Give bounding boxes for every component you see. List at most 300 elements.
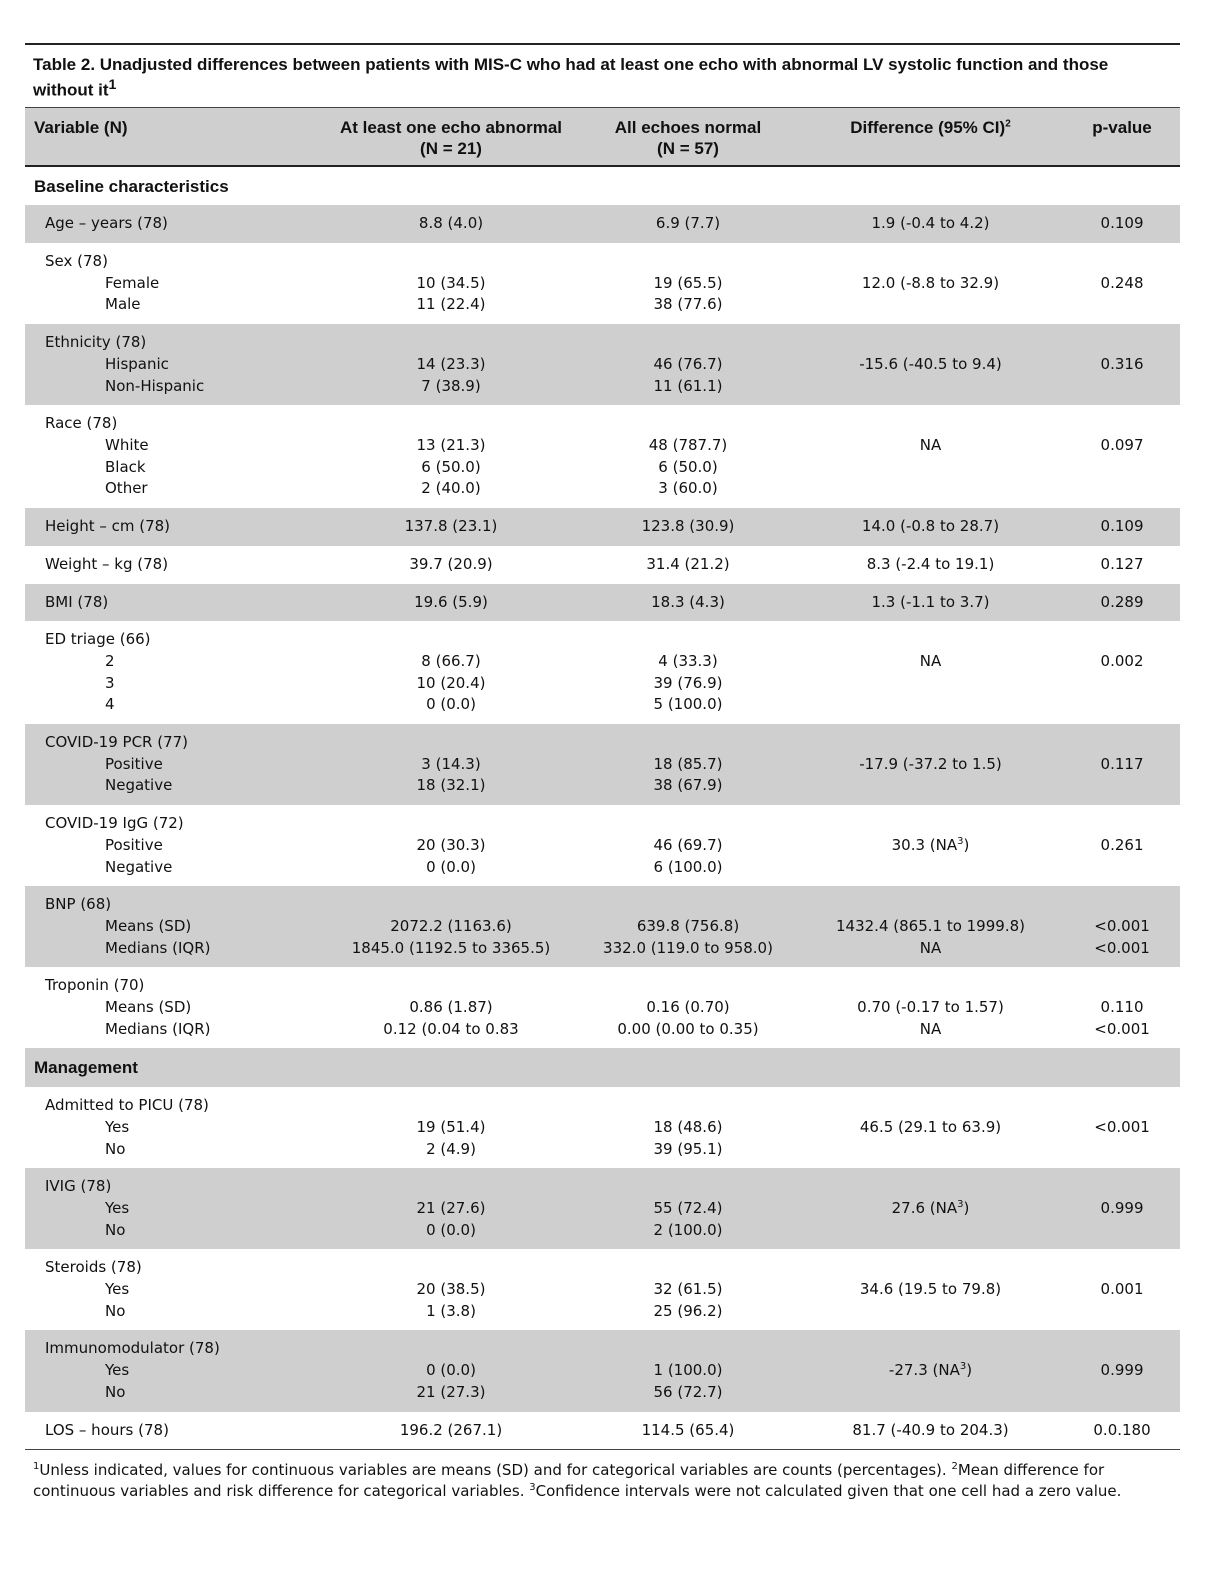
spacer [803, 251, 1058, 273]
variable-cell [25, 405, 323, 508]
difference-value [803, 1198, 1058, 1220]
pvalue-value: 0.127 [1100, 554, 1144, 573]
section-label: Baseline characteristics [34, 176, 229, 196]
spacer [329, 1338, 573, 1360]
pvalue-cell [1064, 621, 1180, 724]
variable-label: BMI (78) [45, 592, 109, 611]
difference-cell [797, 405, 1064, 508]
normal-value: 123.8 (30.9) [641, 517, 735, 536]
spacer [585, 1257, 791, 1279]
abnormal-value: 1 (3.8) [426, 1301, 476, 1320]
spacer [585, 413, 791, 435]
pvalue-cell [1064, 508, 1180, 546]
abnormal-value: 10 (20.4) [416, 673, 486, 692]
header-difference: Difference (95% CI)$^2$ [850, 117, 1011, 137]
sub-label: Negative [105, 857, 173, 876]
pvalue-cell [1064, 1168, 1180, 1249]
normal-cell [579, 1087, 797, 1168]
spacer [585, 332, 791, 354]
abnormal-cell [323, 205, 579, 243]
sub-label: Black [105, 457, 146, 476]
spacer [803, 813, 1058, 835]
footnote-mark: 3 [957, 1198, 964, 1210]
normal-value: 48 (787.7) [648, 435, 728, 454]
footnotes [25, 1450, 1180, 1512]
pvalue-cell [1064, 1330, 1180, 1411]
spacer [1070, 975, 1174, 997]
caption-text: Table 2. Unadjusted differences between patients with MIS-C who had at least one echo with abnormal LV systolic function and those without it [33, 55, 1109, 100]
difference-value [803, 835, 1058, 857]
spacer [329, 732, 573, 754]
difference-text: 30.3 (NA [891, 835, 958, 854]
spacer [329, 251, 573, 273]
table-row [25, 405, 1180, 508]
abnormal-value: 3 (14.3) [421, 754, 481, 773]
difference-value [803, 1117, 1058, 1139]
variable-label: Sex (78) [45, 252, 108, 271]
difference-tail: ) [966, 1361, 973, 1380]
spacer [329, 629, 573, 651]
abnormal-value: 2072.2 (1163.6) [390, 916, 512, 935]
difference-text: -15.6 (-40.5 to 9.4) [859, 354, 1002, 373]
spacer [585, 813, 791, 835]
pvalue-value: <0.001 [1094, 938, 1150, 957]
normal-cell [579, 805, 797, 886]
abnormal-cell [323, 967, 579, 1048]
table-caption [25, 45, 1180, 107]
normal-value: 31.4 (21.2) [646, 554, 730, 573]
normal-value: 46 (76.7) [653, 354, 723, 373]
normal-value: 18.3 (4.3) [651, 592, 725, 611]
footnote-mark: 3 [959, 1361, 967, 1373]
difference-text: 46.5 (29.1 to 63.9) [859, 1117, 1002, 1136]
abnormal-cell [323, 621, 579, 724]
normal-cell [579, 1412, 797, 1450]
spacer [803, 629, 1058, 651]
normal-value: 39 (76.9) [653, 673, 723, 692]
pvalue-value: 0.0.180 [1093, 1420, 1151, 1439]
table-row [25, 724, 1180, 805]
abnormal-value: 14 (23.3) [416, 354, 486, 373]
abnormal-value: 2 (4.9) [426, 1139, 476, 1158]
variable-label: COVID-19 PCR (77) [45, 733, 189, 752]
difference-cell [797, 805, 1064, 886]
normal-cell [579, 584, 797, 622]
difference-cell [797, 886, 1064, 967]
difference-value [803, 354, 1058, 376]
variable-cell [25, 967, 323, 1048]
spacer [803, 1257, 1058, 1279]
sub-label: Yes [105, 1198, 130, 1217]
spacer [803, 332, 1058, 354]
spacer [1070, 1176, 1174, 1198]
normal-value: 38 (67.9) [653, 776, 723, 795]
pvalue-value: <0.001 [1094, 916, 1150, 935]
abnormal-cell [323, 1412, 579, 1450]
table-row [25, 324, 1180, 405]
normal-value: 0.16 (0.70) [646, 998, 730, 1017]
normal-value: 5 (100.0) [653, 695, 723, 714]
difference-value: NA [919, 1019, 942, 1038]
section-label: Management [34, 1058, 138, 1078]
spacer [803, 1338, 1058, 1360]
footnote-text: Unless indicated, values for continuous variables are means (SD) and for categorical variables are counts (percentages). [39, 1461, 947, 1480]
variable-cell [25, 1412, 323, 1450]
sub-label: Non-Hispanic [105, 376, 205, 395]
normal-value: 0.00 (0.00 to 0.35) [617, 1019, 759, 1038]
pvalue-value: 0.289 [1100, 592, 1144, 611]
difference-value [803, 1279, 1058, 1301]
difference-cell [797, 546, 1064, 584]
variable-label: ED triage (66) [45, 630, 151, 649]
difference-value: 14.0 (-0.8 to 28.7) [861, 517, 1000, 536]
abnormal-value: 11 (22.4) [416, 295, 486, 314]
variable-cell [25, 584, 323, 622]
abnormal-value: 6 (50.0) [421, 457, 481, 476]
variable-label: Admitted to PICU (78) [45, 1096, 209, 1115]
normal-cell [579, 243, 797, 324]
abnormal-value: 8.8 (4.0) [418, 214, 484, 233]
variable-label: Weight – kg (78) [45, 554, 169, 573]
normal-cell [579, 508, 797, 546]
normal-value: 114.5 (65.4) [641, 1420, 735, 1439]
table-row [25, 886, 1180, 967]
abnormal-value: 21 (27.6) [416, 1198, 486, 1217]
sub-label: Medians (IQR) [105, 1019, 211, 1038]
section-row [25, 1048, 1180, 1087]
normal-value: 18 (85.7) [653, 754, 723, 773]
table-row [25, 1330, 1180, 1411]
difference-value: 81.7 (-40.9 to 204.3) [852, 1420, 1009, 1439]
abnormal-value: 2 (40.0) [421, 479, 481, 498]
header-variable: Variable (N) [34, 117, 128, 137]
difference-text: -27.3 (NA [888, 1361, 960, 1380]
difference-cell [797, 621, 1064, 724]
normal-value: 332.0 (119.0 to 958.0) [603, 938, 773, 957]
normal-value: 46 (69.7) [653, 835, 723, 854]
difference-cell [797, 967, 1064, 1048]
abnormal-value: 20 (30.3) [416, 835, 486, 854]
abnormal-cell [323, 805, 579, 886]
variable-label: LOS – hours (78) [45, 1420, 169, 1439]
abnormal-value: 10 (34.5) [416, 273, 486, 292]
sub-label: White [105, 435, 149, 454]
variable-cell [25, 805, 323, 886]
pvalue-value: <0.001 [1094, 1019, 1150, 1038]
difference-value: 1.9 (-0.4 to 4.2) [871, 214, 990, 233]
table-row [25, 621, 1180, 724]
sub-label: 3 [105, 673, 115, 692]
pvalue-value: 0.316 [1100, 354, 1144, 373]
abnormal-cell [323, 1087, 579, 1168]
normal-value: 2 (100.0) [653, 1220, 723, 1239]
pvalue-value: 0.248 [1100, 273, 1144, 292]
spacer [803, 975, 1058, 997]
sub-label: Female [105, 273, 160, 292]
spacer [803, 1176, 1058, 1198]
difference-cell [797, 508, 1064, 546]
abnormal-value: 39.7 (20.9) [409, 554, 493, 573]
difference-value [803, 754, 1058, 776]
difference-value [803, 273, 1058, 295]
pvalue-cell [1064, 1087, 1180, 1168]
variable-label: BNP (68) [45, 895, 112, 914]
normal-value: 38 (77.6) [653, 295, 723, 314]
variable-cell [25, 724, 323, 805]
sub-label: 4 [105, 695, 115, 714]
sub-label: Positive [105, 835, 163, 854]
pvalue-value: 0.999 [1100, 1198, 1144, 1217]
variable-label: IVIG (78) [45, 1177, 112, 1196]
abnormal-cell [323, 405, 579, 508]
table-row [25, 205, 1180, 243]
difference-cell [797, 205, 1064, 243]
spacer [1070, 332, 1174, 354]
variable-cell [25, 324, 323, 405]
difference-cell [797, 724, 1064, 805]
footnote-text: Confidence intervals were not calculated given that one cell had a zero value. [535, 1482, 1122, 1501]
normal-cell [579, 621, 797, 724]
spacer [1070, 251, 1174, 273]
pvalue-value: 0.117 [1100, 754, 1144, 773]
spacer [1070, 894, 1174, 916]
sub-label: No [105, 1382, 126, 1401]
pvalue-cell [1064, 805, 1180, 886]
normal-value: 55 (72.4) [653, 1198, 723, 1217]
spacer [585, 1095, 791, 1117]
spacer [329, 975, 573, 997]
table-row [25, 508, 1180, 546]
variable-cell [25, 205, 323, 243]
spacer [329, 1257, 573, 1279]
spacer [329, 332, 573, 354]
abnormal-cell [323, 1249, 579, 1330]
spacer [803, 732, 1058, 754]
sub-label: Yes [105, 1280, 130, 1299]
pvalue-cell [1064, 243, 1180, 324]
footnote-mark: 3 [957, 835, 964, 847]
normal-value: 6 (50.0) [658, 457, 718, 476]
spacer [585, 629, 791, 651]
abnormal-cell [323, 1330, 579, 1411]
spacer [585, 1338, 791, 1360]
sub-label: Other [105, 479, 148, 498]
pvalue-cell [1064, 886, 1180, 967]
table-body [25, 167, 1180, 1450]
normal-value: 639.8 (756.8) [636, 916, 740, 935]
spacer [329, 1176, 573, 1198]
abnormal-cell [323, 508, 579, 546]
normal-value: 19 (65.5) [653, 273, 723, 292]
difference-value [803, 651, 1058, 673]
pvalue-value: 0.110 [1100, 998, 1144, 1017]
normal-cell [579, 1330, 797, 1411]
abnormal-value: 137.8 (23.1) [404, 517, 498, 536]
abnormal-value: 19.6 (5.9) [414, 592, 488, 611]
spacer [1070, 629, 1174, 651]
spacer [803, 894, 1058, 916]
normal-value: 6.9 (7.7) [655, 214, 721, 233]
pvalue-value: 0.261 [1100, 835, 1144, 854]
variable-cell [25, 1168, 323, 1249]
normal-value: 32 (61.5) [653, 1280, 723, 1299]
abnormal-value: 19 (51.4) [416, 1117, 486, 1136]
difference-value: 1.3 (-1.1 to 3.7) [871, 592, 990, 611]
variable-label: Immunomodulator (78) [45, 1339, 220, 1358]
sub-label: Yes [105, 1361, 130, 1380]
pvalue-value: 0.109 [1100, 214, 1144, 233]
abnormal-cell [323, 546, 579, 584]
normal-cell [579, 405, 797, 508]
spacer [1070, 813, 1174, 835]
data-table [25, 167, 1180, 1450]
variable-label: Height – cm (78) [45, 517, 171, 536]
normal-value: 39 (95.1) [653, 1139, 723, 1158]
abnormal-value: 0.12 (0.04 to 0.83 [383, 1019, 519, 1038]
spacer [1070, 1095, 1174, 1117]
table-row [25, 805, 1180, 886]
pvalue-value: 0.001 [1100, 1280, 1144, 1299]
difference-text: 34.6 (19.5 to 79.8) [859, 1280, 1002, 1299]
difference-cell [797, 1249, 1064, 1330]
spacer [1070, 1257, 1174, 1279]
abnormal-value: 18 (32.1) [416, 776, 486, 795]
abnormal-cell [323, 886, 579, 967]
difference-value: NA [919, 938, 942, 957]
spacer [329, 813, 573, 835]
pvalue-cell [1064, 584, 1180, 622]
table-row [25, 1249, 1180, 1330]
variable-cell [25, 621, 323, 724]
difference-tail: ) [963, 835, 970, 854]
sub-label: Means (SD) [105, 998, 192, 1017]
abnormal-value: 7 (38.9) [421, 376, 481, 395]
table-row [25, 243, 1180, 324]
spacer [585, 1176, 791, 1198]
spacer [1070, 732, 1174, 754]
abnormal-value: 21 (27.3) [416, 1382, 486, 1401]
difference-text: -17.9 (-37.2 to 1.5) [859, 754, 1002, 773]
difference-cell [797, 1168, 1064, 1249]
pvalue-cell [1064, 205, 1180, 243]
pvalue-cell [1064, 324, 1180, 405]
abnormal-cell [323, 584, 579, 622]
normal-cell [579, 1168, 797, 1249]
abnormal-cell [323, 724, 579, 805]
footnote-text: Mean difference for continuous variables and risk difference for categorical variables. [33, 1461, 1105, 1501]
pvalue-cell [1064, 546, 1180, 584]
sub-label: Means (SD) [105, 916, 192, 935]
variable-label: Race (78) [45, 414, 118, 433]
abnormal-value: 20 (38.5) [416, 1280, 486, 1299]
normal-cell [579, 967, 797, 1048]
header-normal: All echoes normal (N = 57) [614, 117, 762, 158]
pvalue-cell [1064, 1412, 1180, 1450]
pvalue-value: 0.999 [1100, 1361, 1144, 1380]
normal-cell [579, 324, 797, 405]
spacer [585, 732, 791, 754]
sub-label: Male [105, 295, 141, 314]
table-row [25, 584, 1180, 622]
normal-value: 11 (61.1) [653, 376, 723, 395]
normal-value: 4 (33.3) [658, 651, 718, 670]
table-row [25, 967, 1180, 1048]
footnote-mark: 3 [529, 1482, 536, 1494]
difference-value [803, 435, 1058, 457]
normal-cell [579, 886, 797, 967]
normal-cell [579, 1249, 797, 1330]
abnormal-value: 0 (0.0) [426, 695, 476, 714]
section-row [25, 167, 1180, 206]
normal-value: 18 (48.6) [653, 1117, 723, 1136]
difference-value: 0.70 (-0.17 to 1.57) [857, 998, 1004, 1017]
sub-label: Negative [105, 776, 173, 795]
difference-cell [797, 1412, 1064, 1450]
difference-tail: ) [963, 1198, 970, 1217]
table-row [25, 1412, 1180, 1450]
pvalue-value: 0.109 [1100, 517, 1144, 536]
abnormal-value: 196.2 (267.1) [399, 1420, 503, 1439]
footnote-mark: 1 [33, 1461, 40, 1473]
variable-cell [25, 1249, 323, 1330]
normal-value: 25 (96.2) [653, 1301, 723, 1320]
pvalue-cell [1064, 405, 1180, 508]
variable-label: Troponin (70) [45, 976, 145, 995]
normal-cell [579, 205, 797, 243]
sub-label: No [105, 1220, 126, 1239]
sub-label: No [105, 1301, 126, 1320]
spacer [329, 894, 573, 916]
variable-label: COVID-19 IgG (72) [45, 814, 184, 833]
difference-cell [797, 584, 1064, 622]
normal-value: 6 (100.0) [653, 857, 723, 876]
normal-value: 3 (60.0) [658, 479, 718, 498]
pvalue-cell [1064, 967, 1180, 1048]
variable-label: Steroids (78) [45, 1258, 142, 1277]
sub-label: No [105, 1139, 126, 1158]
difference-value: 8.3 (-2.4 to 19.1) [866, 554, 995, 573]
difference-text: NA [919, 435, 942, 454]
spacer [329, 413, 573, 435]
spacer [803, 1095, 1058, 1117]
pvalue-value: 0.002 [1100, 651, 1144, 670]
difference-text: 27.6 (NA [891, 1198, 958, 1217]
pvalue-cell [1064, 1249, 1180, 1330]
normal-cell [579, 724, 797, 805]
variable-cell [25, 508, 323, 546]
header-pvalue: p-value [1092, 117, 1152, 137]
abnormal-value: 0 (0.0) [426, 1361, 476, 1380]
table-row [25, 546, 1180, 584]
difference-cell [797, 324, 1064, 405]
abnormal-value: 1845.0 (1192.5 to 3365.5) [351, 938, 551, 957]
spacer [585, 975, 791, 997]
variable-cell [25, 1087, 323, 1168]
variable-cell [25, 886, 323, 967]
normal-value: 56 (72.7) [653, 1382, 723, 1401]
spacer [803, 413, 1058, 435]
abnormal-cell [323, 1168, 579, 1249]
caption-footnote-mark: 1 [108, 77, 117, 93]
table-header [25, 107, 1180, 167]
variable-label: Ethnicity (78) [45, 333, 147, 352]
variable-cell [25, 243, 323, 324]
pvalue-value: <0.001 [1094, 1117, 1150, 1136]
footnote-mark: 2 [951, 1461, 958, 1473]
abnormal-value: 13 (21.3) [416, 435, 486, 454]
difference-text: NA [919, 651, 942, 670]
abnormal-value: 0 (0.0) [426, 857, 476, 876]
